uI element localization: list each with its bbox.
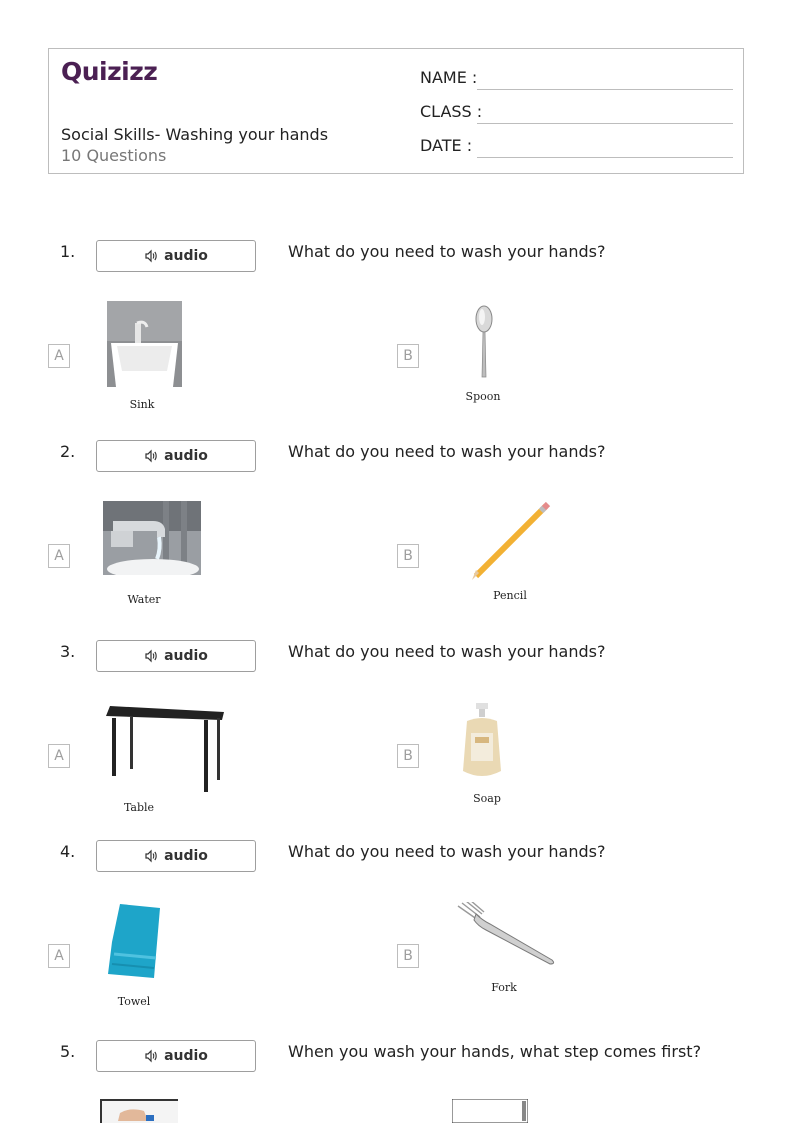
option-b[interactable]: B	[397, 744, 419, 768]
audio-button[interactable]	[96, 1040, 256, 1072]
option-b[interactable]: B	[397, 944, 419, 968]
spoon-image	[470, 305, 498, 381]
speaker-icon	[144, 449, 158, 463]
faucet-image	[452, 1099, 528, 1123]
question-text: What do you need to wash your hands?	[288, 642, 606, 661]
worksheet-title: Social Skills- Washing your hands	[61, 125, 329, 144]
option-caption: Soap	[473, 792, 501, 805]
option-a[interactable]: A	[48, 944, 70, 968]
speaker-icon	[144, 1049, 158, 1063]
speaker-icon	[144, 249, 158, 263]
question-text: What do you need to wash your hands?	[288, 842, 606, 861]
question-text: What do you need to wash your hands?	[288, 442, 606, 461]
date-label: DATE :	[420, 136, 473, 155]
sink-image	[107, 301, 182, 387]
option-caption: Spoon	[465, 390, 501, 403]
question-number: 4.	[60, 842, 76, 861]
audio-label: audio	[164, 448, 208, 464]
audio-label: audio	[164, 648, 208, 664]
audio-button[interactable]	[96, 840, 256, 872]
speaker-icon	[144, 649, 158, 663]
option-caption: Fork	[491, 981, 517, 994]
name-field[interactable]	[477, 89, 733, 90]
class-field[interactable]	[477, 123, 733, 124]
water-image	[103, 501, 201, 575]
option-a[interactable]: A	[48, 344, 70, 368]
audio-label: audio	[164, 248, 208, 264]
question-number: 2.	[60, 442, 76, 461]
audio-button[interactable]	[96, 640, 256, 672]
question-count: 10 Questions	[61, 146, 167, 165]
option-caption: Towel	[117, 995, 151, 1008]
audio-button[interactable]	[96, 440, 256, 472]
name-label: NAME :	[420, 68, 478, 87]
class-label: CLASS :	[420, 102, 483, 121]
question-number: 3.	[60, 642, 76, 661]
question-number: 5.	[60, 1042, 76, 1061]
option-caption: Water	[127, 593, 161, 606]
question-text: When you wash your hands, what step comes first?	[288, 1042, 702, 1061]
audio-label: audio	[164, 848, 208, 864]
option-caption: Table	[123, 801, 155, 814]
pencil-image	[470, 502, 552, 582]
audio-label: audio	[164, 1048, 208, 1064]
worksheet-header	[48, 48, 744, 174]
towel-image	[104, 902, 162, 980]
option-caption: Sink	[129, 398, 155, 411]
option-b[interactable]: B	[397, 544, 419, 568]
quizizz-logo: Quizizz	[61, 57, 158, 86]
question-number: 1.	[60, 242, 76, 261]
speaker-icon	[144, 849, 158, 863]
table-image	[104, 702, 226, 794]
option-a[interactable]: A	[48, 744, 70, 768]
date-field[interactable]	[477, 157, 733, 158]
fork-image	[456, 902, 558, 966]
option-caption: Pencil	[493, 589, 527, 602]
audio-button[interactable]	[96, 240, 256, 272]
hands-image	[100, 1099, 178, 1123]
option-a[interactable]: A	[48, 544, 70, 568]
soap-image	[459, 703, 505, 779]
option-b[interactable]: B	[397, 344, 419, 368]
question-text: What do you need to wash your hands?	[288, 242, 606, 261]
